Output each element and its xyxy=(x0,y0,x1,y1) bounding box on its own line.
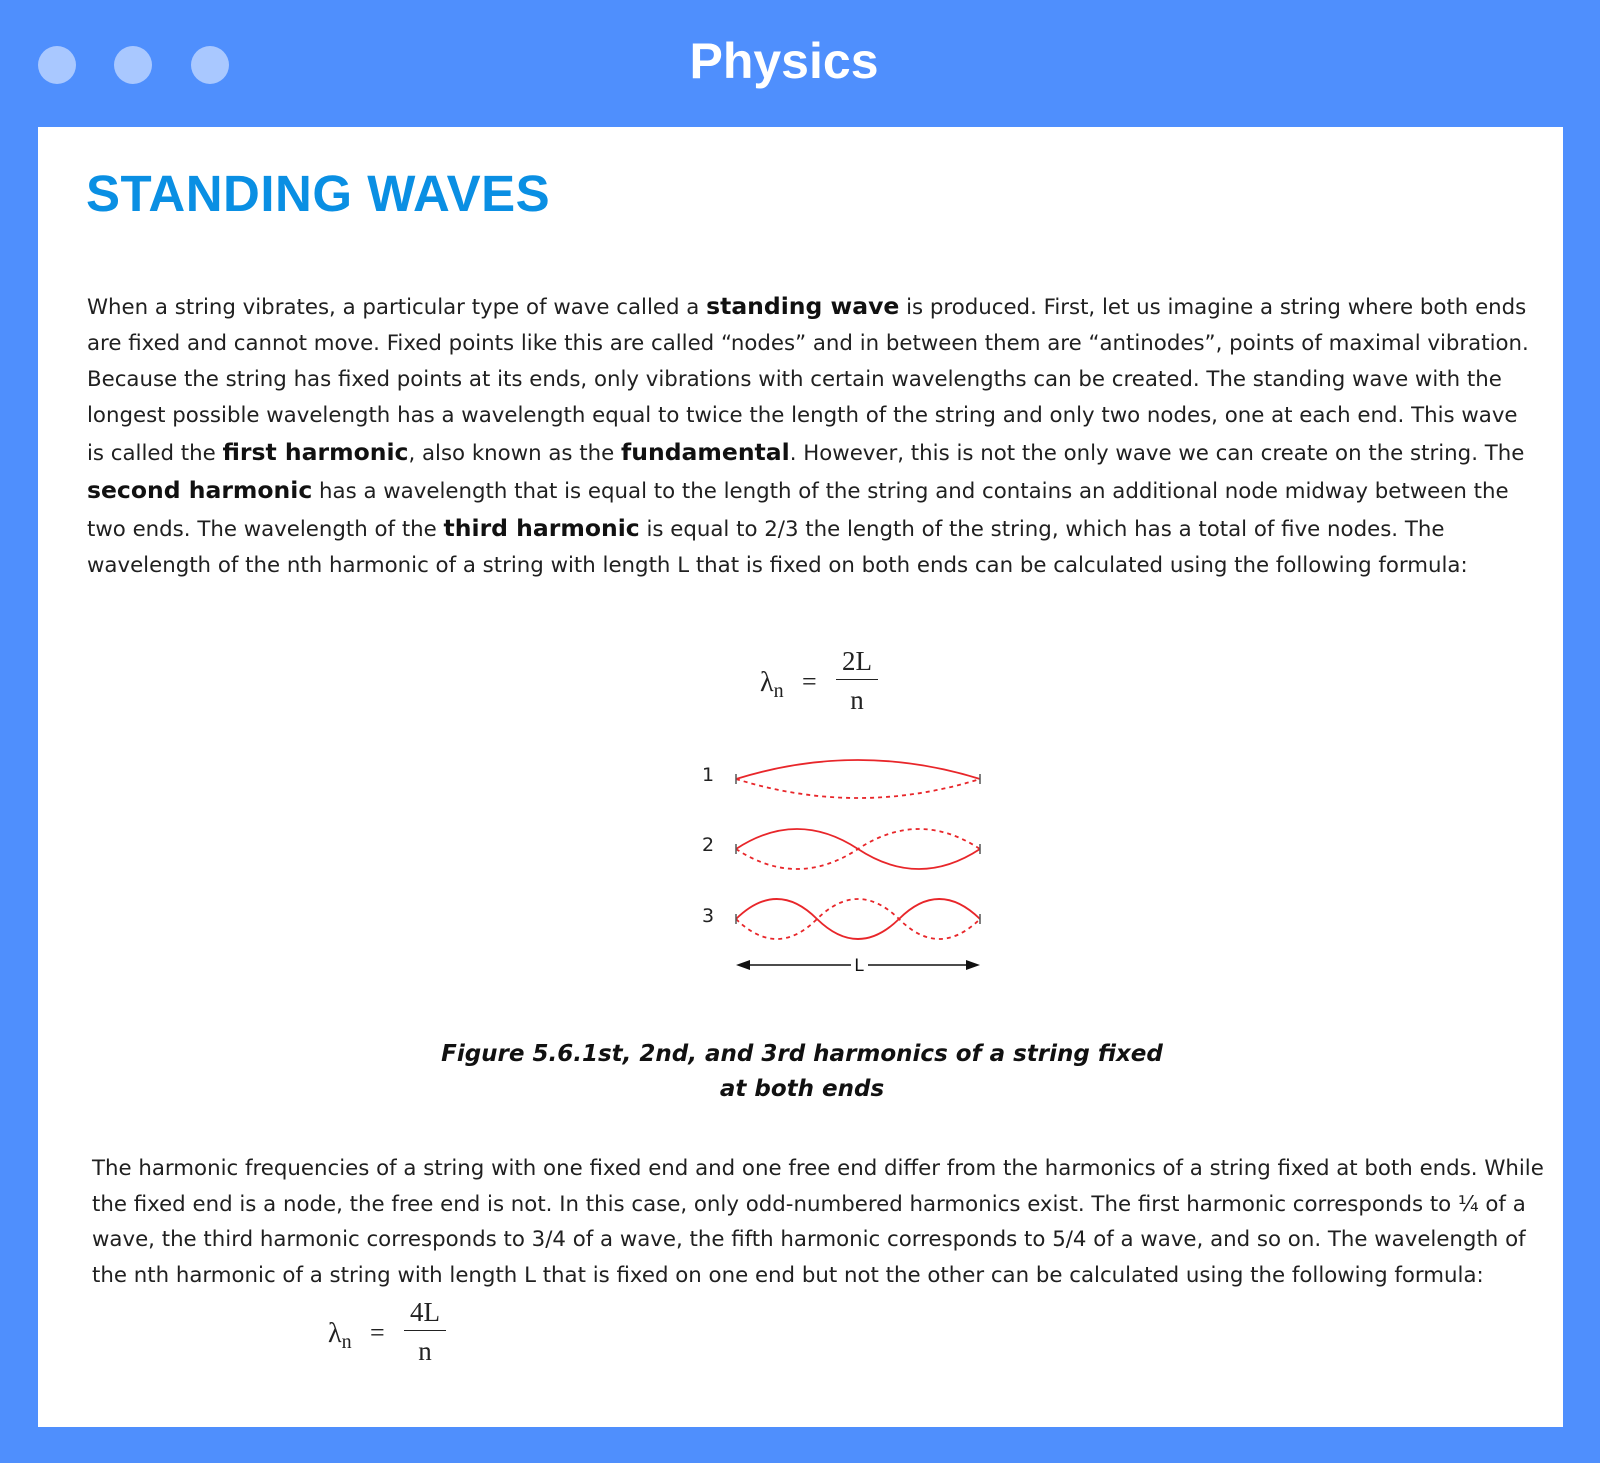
bold-term: second harmonic xyxy=(87,476,313,504)
denominator: n xyxy=(850,685,864,715)
formula-one-fixed-end xyxy=(328,1294,478,1374)
paragraph-standing-waves xyxy=(87,288,1537,584)
harmonic-1-dashed-wave xyxy=(736,779,980,798)
paragraph-one-fixed-end: The harmonic frequencies of a string with one fixed end and one free end differ from the harmonics of a string fixed at both ends. While the fixed end is a node, the free end is not. In this case, only odd-numbered harmonics exist. The first harmonic corresponds to ¼ of a wave, the third harmonic corresponds to 3/4 of a wave, the fifth harmonic corresponds to 5/4 of a wave, and so on. The wavelength of the nth harmonic of a string with length L that is fixed on one end but not the other can be calculated using the following formula: xyxy=(92,1156,1544,1288)
bold-term: third harmonic xyxy=(443,514,640,542)
text-run: , also known as the xyxy=(408,441,622,466)
arrowhead-right xyxy=(966,960,980,970)
equals-sign: = xyxy=(802,667,817,696)
page-title: STANDING WAVES xyxy=(86,165,551,222)
text-run: is produced. First, let us imagine a string where both ends are fixed and cannot move. Fixed points like this are called “nodes” and in between them are “antinodes”, points of maximal vibration. Because the string has fixed points at its ends, only vibrations with certain wavelengths can be created. The standing wave with the longest possible wavelength has a wavelength equal to twice the length of the string and only two nodes, one at each end. This wave is called the xyxy=(87,295,1529,466)
text-run: . However, this is not the only wave we can create on the string. The xyxy=(789,441,1525,466)
harmonic-label-3: 3 xyxy=(701,905,715,927)
figure-caption: Figure 5.6.1st, 2nd, and 3rd harmonics of a string fixed at both ends xyxy=(441,1041,1163,1102)
harmonic-2-dashed-wave xyxy=(736,829,980,869)
bold-term: fundamental xyxy=(621,438,790,466)
formula-fixed-both-ends xyxy=(760,643,910,723)
document-page xyxy=(38,127,1563,1427)
harmonic-3-dashed-wave xyxy=(736,899,980,939)
arrowhead-left xyxy=(736,960,750,970)
text-run: has a wavelength that is equal to the length of the string and contains an additional node midway between the two ends. The wavelength of the xyxy=(87,479,1509,542)
harmonics-figure xyxy=(656,753,1001,983)
window-titlebar xyxy=(0,0,1600,127)
harmonic-1-solid-wave xyxy=(736,760,980,779)
bold-term: first harmonic xyxy=(222,438,409,466)
numerator: 4L xyxy=(404,1294,446,1331)
harmonic-3-solid-wave xyxy=(736,899,980,939)
text-run: is equal to 2/3 the length of the string, which has a total of five nodes. The wavelength of the nth harmonic of a string with length L that is fixed on both ends can be calculated using the following formula: xyxy=(87,517,1468,578)
length-label: L xyxy=(854,956,864,976)
fraction xyxy=(404,1294,446,1371)
text-run: When a string vibrates, a particular type of wave called a xyxy=(87,295,707,320)
lambda-symbol: $\lambda_n$ xyxy=(328,1318,352,1353)
app-title: Physics xyxy=(689,33,879,89)
numerator: 2L xyxy=(836,643,878,680)
bold-term: standing wave xyxy=(706,292,900,320)
harmonic-label-2: 2 xyxy=(701,834,715,856)
fraction xyxy=(836,643,878,720)
harmonic-label-1: 1 xyxy=(701,764,715,786)
equals-sign: = xyxy=(370,1318,385,1347)
denominator: n xyxy=(418,1336,432,1366)
lambda-symbol: $\lambda_n$ xyxy=(760,667,784,702)
